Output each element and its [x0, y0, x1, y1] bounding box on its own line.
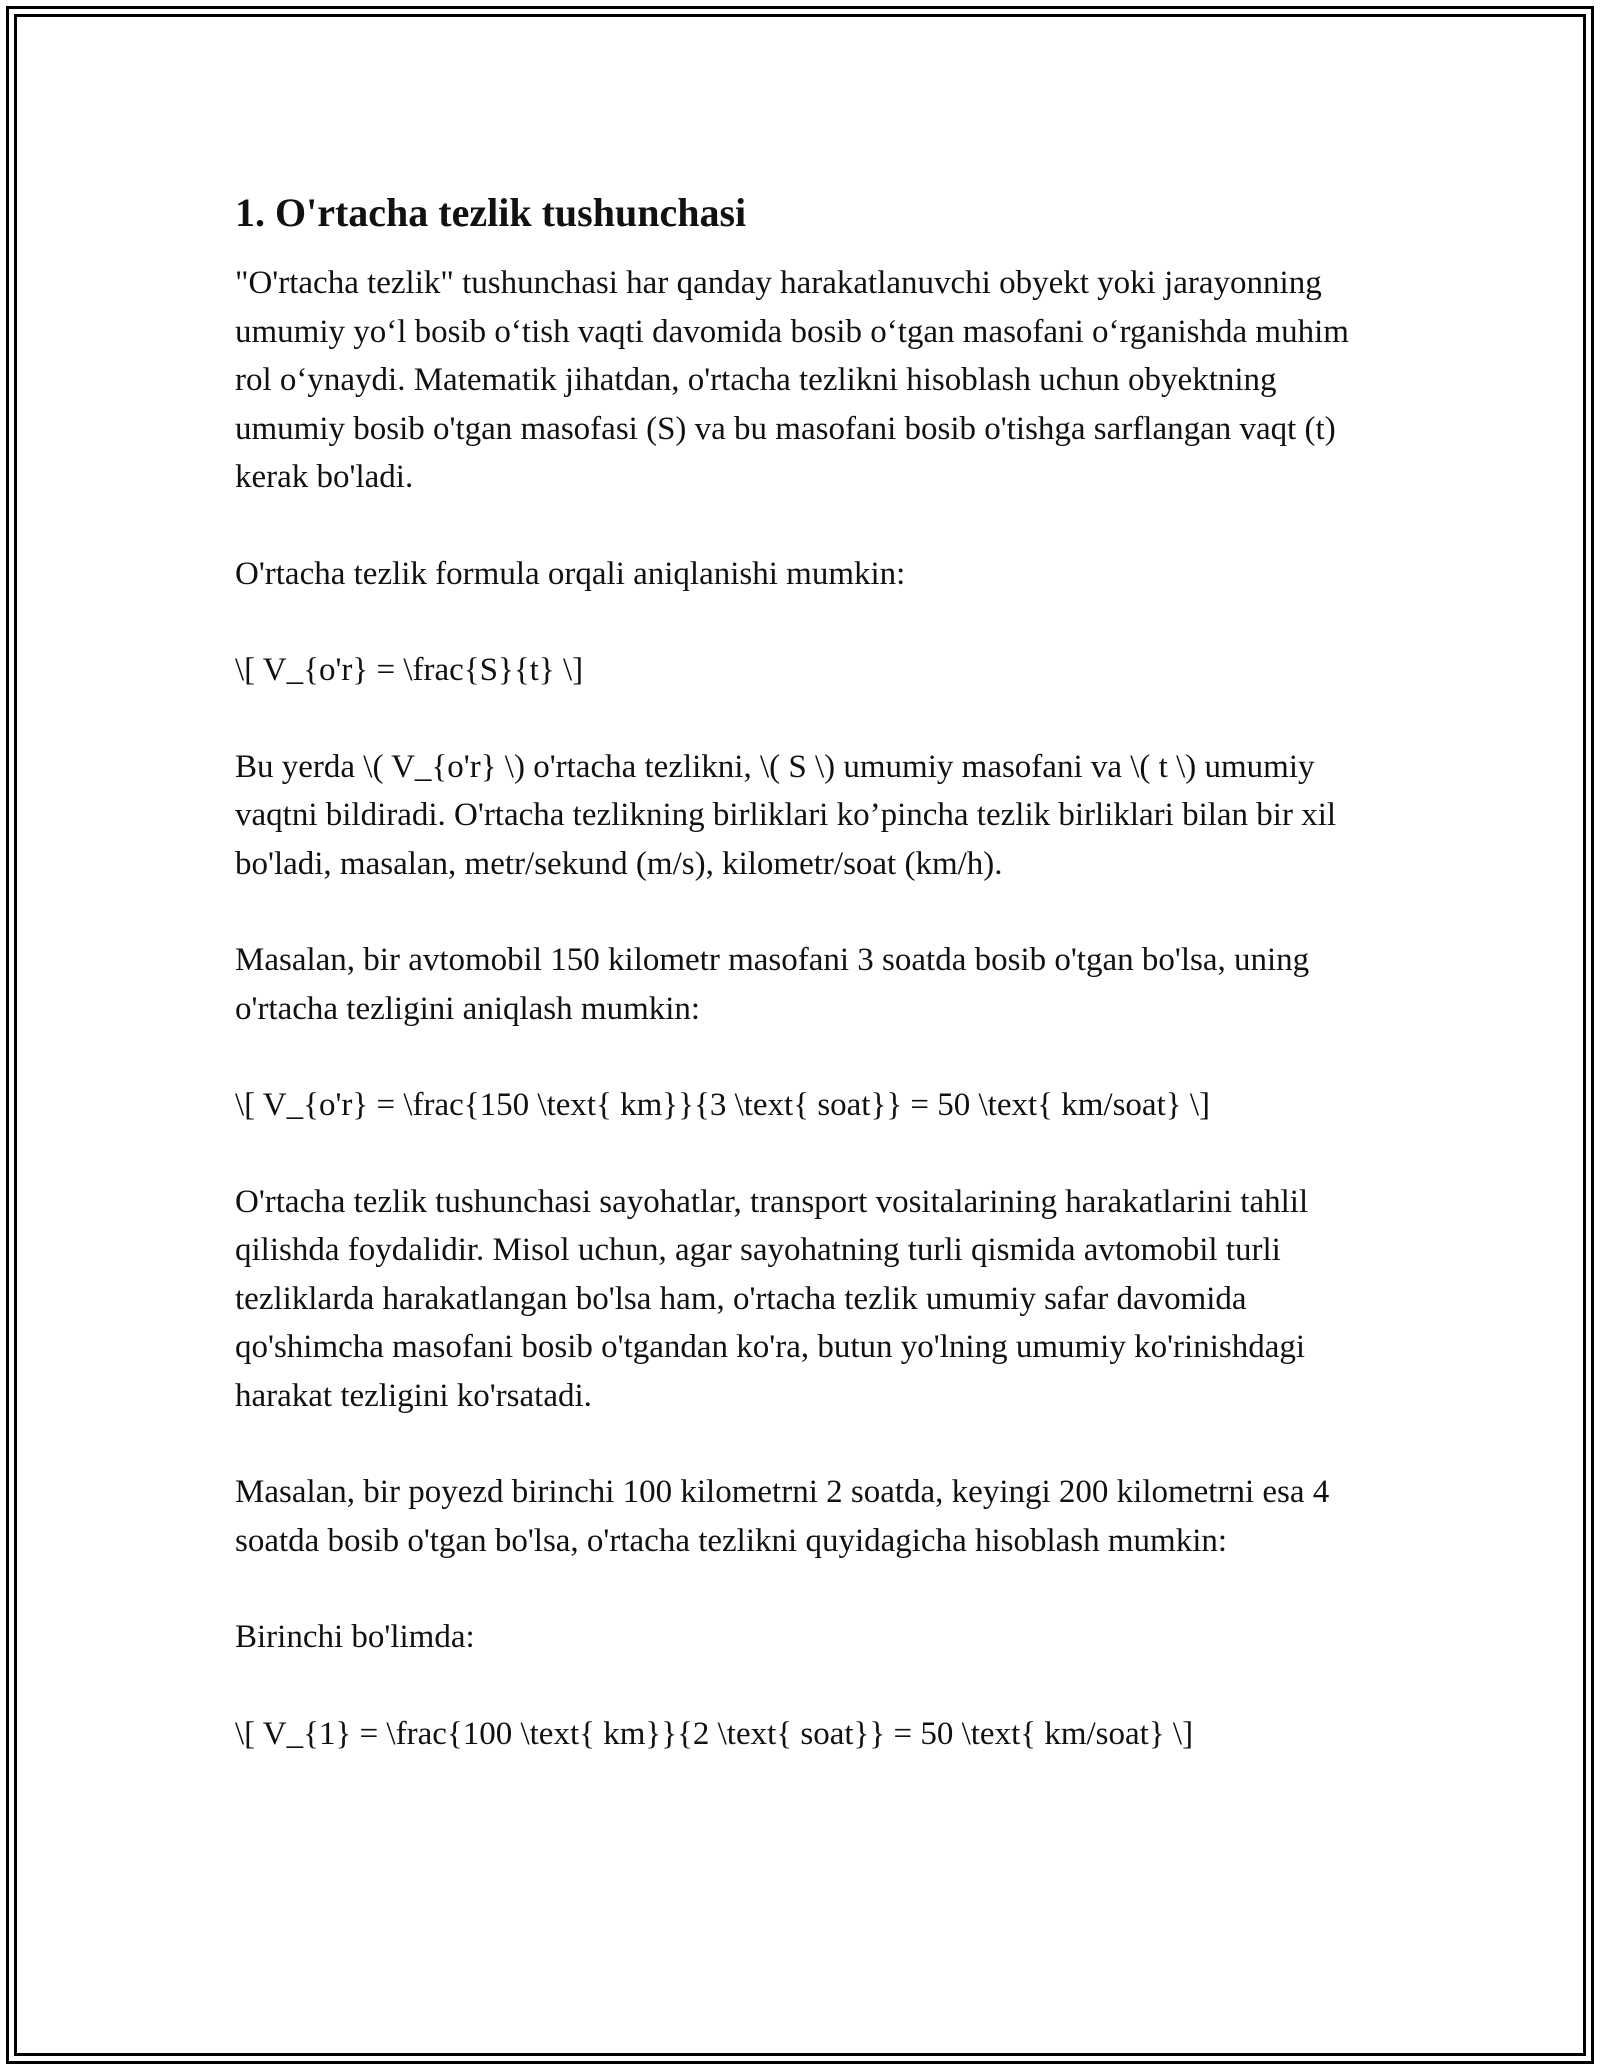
- formula-intro-paragraph: O'rtacha tezlik formula orqali aniqlanishi mumkin:: [235, 555, 906, 592]
- section-heading: 1. O'rtacha tezlik tushunchasi: [235, 190, 747, 235]
- car-example-paragraph: Masalan, bir avtomobil 150 kilometr masofani 3 soatda bosib o'tgan bo'lsa, uning o'rtacha tezligini aniqlash mumkin:: [235, 942, 1310, 1027]
- usage-paragraph: O'rtacha tezlik tushunchasi sayohatlar, transport vositalarining harakatlarini tahlil qilishda foydalidir. Misol uchun, agar sayohatning turli qismida avtomobil turli tezliklarda harakatlangan bo'lsa ham, o'rtacha tezlik umumiy safar davomida qo'shimcha masofani bosib o'tgandan ko'ra, butun yo'lning umumiy ko'rinishdagi harakat tezligini ko'rsatadi.: [235, 1183, 1309, 1414]
- first-part-label: Birinchi bo'limda:: [235, 1619, 475, 1655]
- formula-first-part: \[ V_{1} = \frac{100 \text{ km}}{2 \text{ soat}} = 50 \text{ km/soat} \]: [235, 1715, 1194, 1752]
- formula-average-speed: \[ V_{o'r} = \frac{S}{t} \]: [235, 652, 584, 688]
- intro-paragraph: "O'rtacha tezlik" tushunchasi har qanday harakatlanuvchi obyekt yoki jarayonning umumiy yo‘l bosib o‘tish vaqti davomida bosib o‘tgan masofani o‘rganishda muhim rol o‘ynaydi. Matematik jihatdan, o'rtacha tezlikni hisoblash uchun obyektning umumiy bosib o'tgan masofasi (S) va bu masofani bosib o'tishga sarflangan vaqt (t) kerak bo'ladi.: [235, 265, 1349, 495]
- document-body: [235, 185, 1375, 1806]
- train-example-paragraph: Masalan, bir poyezd birinchi 100 kilometrni 2 soatda, keyingi 200 kilometrni esa 4 soatda bosib o'tgan bo'lsa, o'rtacha tezlikni quyidagicha hisoblash mumkin:: [235, 1474, 1330, 1559]
- formula-explanation-paragraph: Bu yerda \( V_{o'r} \) o'rtacha tezlikni, \( S \) umumiy masofani va \( t \) umumiy vaqtni bildiradi. O'rtacha tezlikning birliklari ko’pincha tezlik birliklari bilan bir xil bo'ladi, masalan, metr/sekund (m/s), kilometr/soat (km/h).: [235, 748, 1337, 882]
- formula-car-example: \[ V_{o'r} = \frac{150 \text{ km}}{3 \text{ soat}} = 50 \text{ km/soat} \]: [235, 1087, 1210, 1123]
